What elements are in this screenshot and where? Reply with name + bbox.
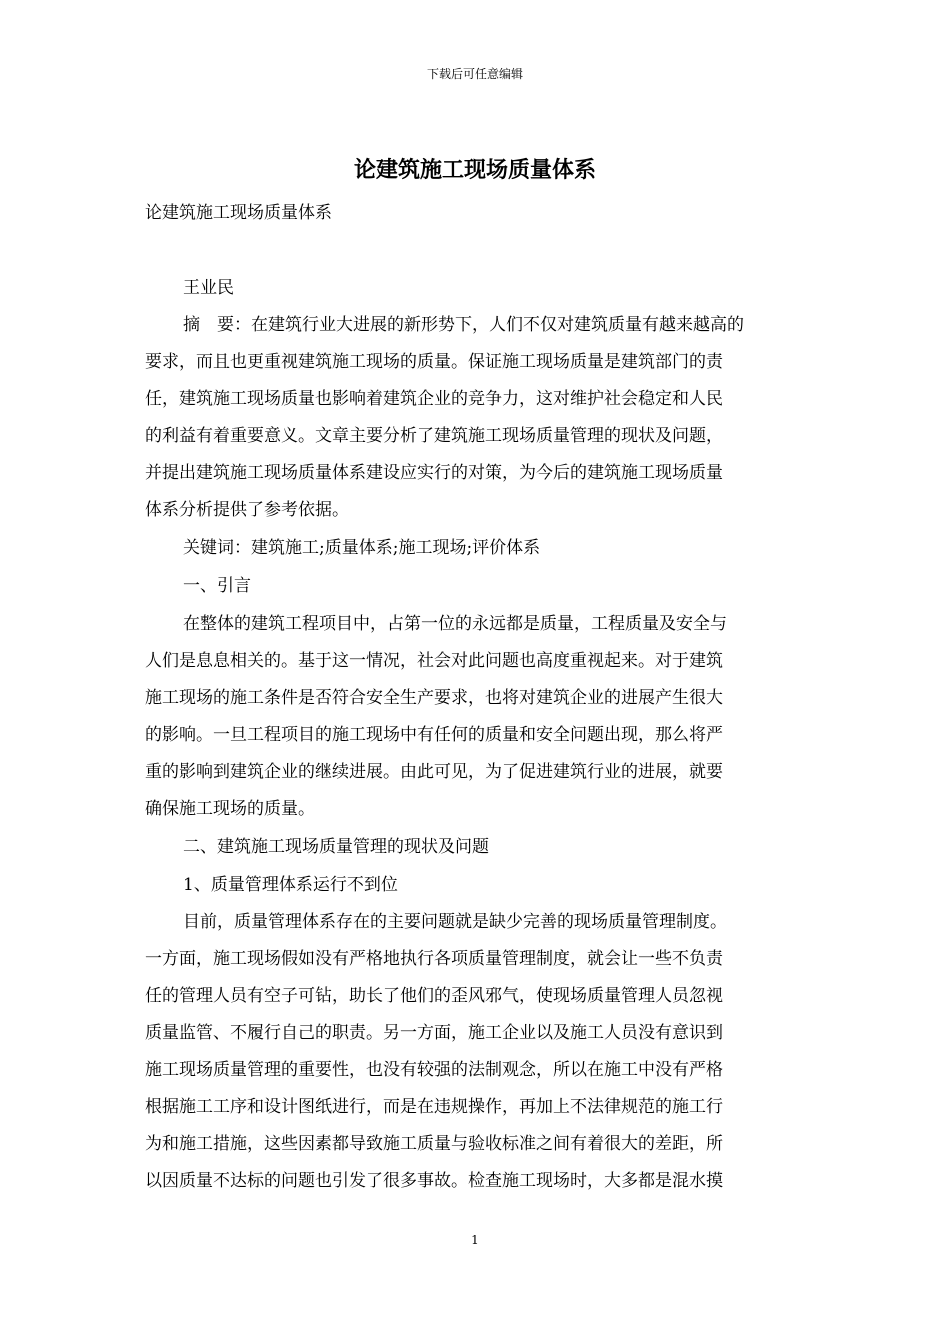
abstract-line: 要求，而且也更重视建筑施工现场的质量。保证施工现场质量是建筑部门的责 (145, 352, 723, 372)
paragraph-line: 以因质量不达标的问题也引发了很多事故。检查施工现场时，大多都是混水摸 (145, 1171, 723, 1191)
page-header: 下载后可任意编辑 (426, 67, 523, 81)
keywords-line: 关键词：建筑施工;质量体系;施工现场;评价体系 (183, 538, 541, 558)
paragraph-line: 目前，质量管理体系存在的主要问题就是缺少完善的现场质量管理制度。 (183, 912, 727, 932)
paragraph-line: 确保施工现场的质量。 (145, 799, 315, 819)
subsection-heading: 1、质量管理体系运行不到位 (183, 875, 398, 895)
paragraph-line: 施工现场的施工条件是否符合安全生产要求，也将对建筑企业的进展产生很大 (145, 688, 723, 708)
paragraph-line: 根据施工工序和设计图纸进行，而是在违规操作，再加上不法律规范的施工行 (145, 1097, 723, 1117)
abstract-line: 体系分析提供了参考依据。 (145, 500, 349, 520)
paragraph-line: 在整体的建筑工程项目中，占第一位的永远都是质量，工程质量及安全与 (183, 614, 727, 634)
abstract-line: 摘 要：在建筑行业大进展的新形势下，人们不仅对建筑质量有越来越高的 (183, 315, 744, 335)
paragraph-line: 人们是息息相关的。基于这一情况，社会对此问题也高度重视起来。对于建筑 (145, 651, 723, 671)
paragraph-line: 施工现场质量管理的重要性，也没有较强的法制观念，所以在施工中没有严格 (145, 1060, 723, 1080)
paragraph-line: 为和施工措施，这些因素都导致施工质量与验收标准之间有着很大的差距，所 (145, 1134, 723, 1154)
document-title: 论建筑施工现场质量体系 (353, 157, 596, 183)
paragraph-line: 重的影响到建筑企业的继续进展。由此可见，为了促进建筑行业的进展，就要 (145, 762, 723, 782)
page-number: 1 (471, 1233, 479, 1247)
section-heading: 一、引言 (183, 576, 251, 596)
abstract-line: 的利益有着重要意义。文章主要分析了建筑施工现场质量管理的现状及问题， (145, 426, 723, 446)
abstract-line: 并提出建筑施工现场质量体系建设应实行的对策，为今后的建筑施工现场质量 (145, 463, 723, 483)
paragraph-line: 任的管理人员有空子可钻，助长了他们的歪风邪气，使现场质量管理人员忽视 (145, 986, 723, 1006)
paragraph-line: 的影响。一旦工程项目的施工现场中有任何的质量和安全问题出现，那么将严 (145, 725, 723, 745)
abstract-line: 任，建筑施工现场质量也影响着建筑企业的竞争力，这对维护社会稳定和人民 (145, 389, 723, 409)
paragraph-line: 质量监管、不履行自己的职责。另一方面，施工企业以及施工人员没有意识到 (145, 1023, 723, 1043)
document-subtitle: 论建筑施工现场质量体系 (145, 203, 332, 223)
section-heading: 二、建筑施工现场质量管理的现状及问题 (183, 837, 489, 857)
author-name: 王业民 (183, 278, 234, 298)
paragraph-line: 一方面，施工现场假如没有严格地执行各项质量管理制度，就会让一些不负责 (145, 949, 723, 969)
